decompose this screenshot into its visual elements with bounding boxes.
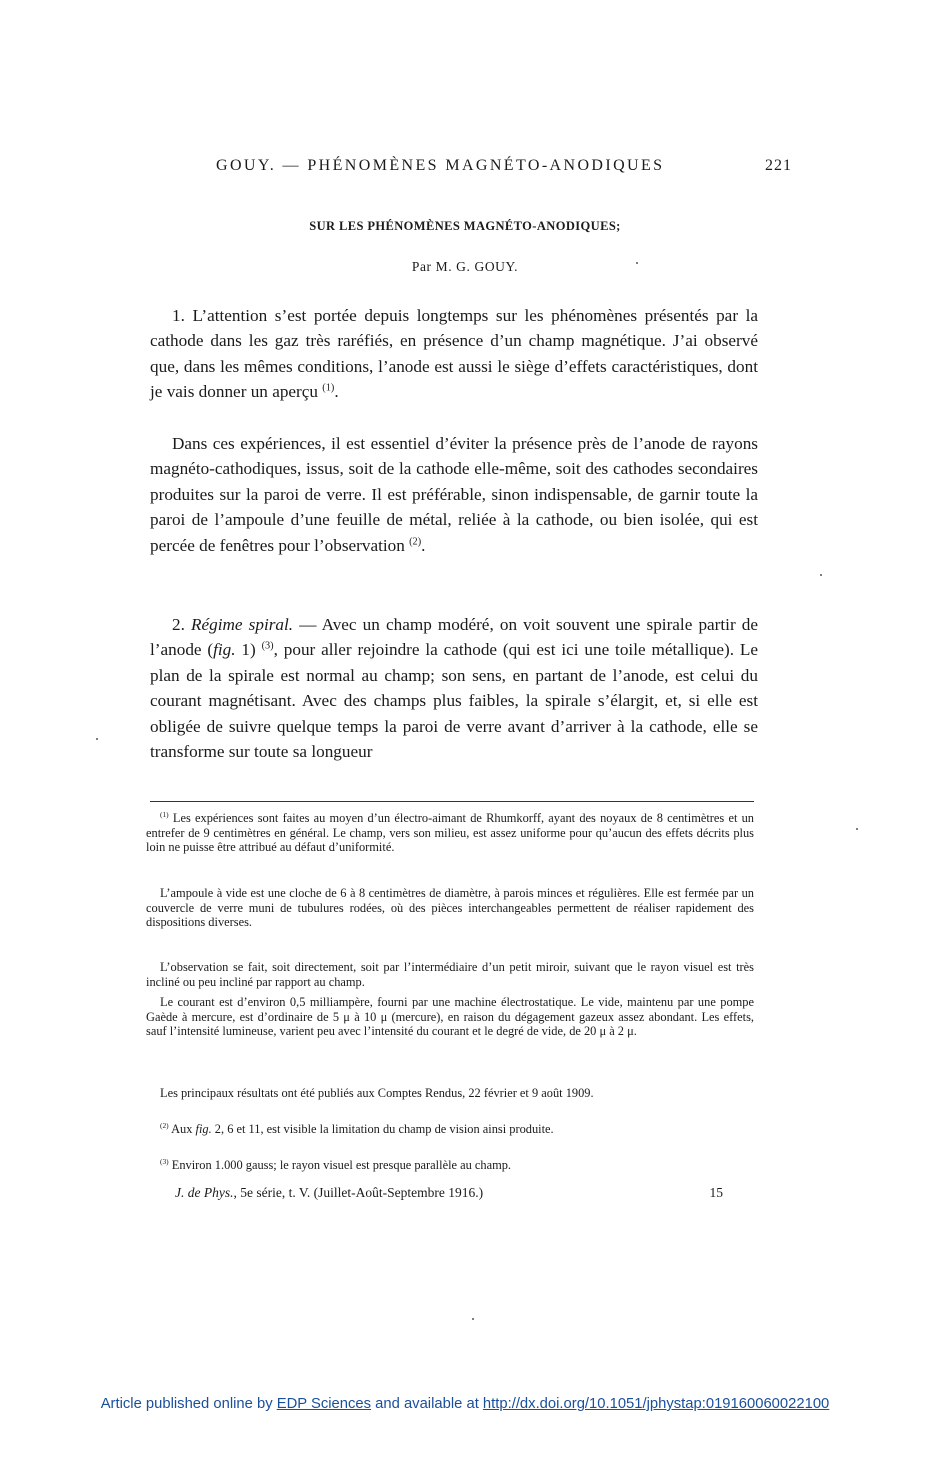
scan-speck [472,1318,474,1320]
footnote-2: $^{(2)}$ Aux fig. 2, 6 et 11, est visible la limitation du champ de vision ainsi produite. [160,1120,554,1136]
section-number: 2. [172,615,185,634]
footnote-1-continued: Les principaux résultats ont été publiés aux Comptes Rendus, 22 février et 9 août 1909. [160,1086,594,1100]
footnote-3: $^{(3)}$ Environ 1.000 gauss; le rayon visuel est presque parallèle au champ. [160,1156,512,1172]
author-byline: Par M. G. GOUY. [411,259,519,274]
running-head [216,157,792,175]
paragraph-1: 1. L’attention s’est portée depuis longtemps sur les phénomènes présentés par la cathode dans les gaz très raréfiés, en présence d’un champ magnétique. J’ai observé que, dans les mêmes conditions, l’anode est aussi le siège d’effets caractéristiques, dont je vais donner un aperçu $^{(1)}$. [150,306,758,402]
figure-ref: fig. [213,640,236,660]
figure-ref: fig. [195,1122,212,1136]
scan-speck [856,828,858,830]
journal-name: J. de Phys. [175,1185,234,1200]
publisher-banner: Article published online by EDP Sciences and available at http://dx.doi.org/10.1051/jphystap:019160060022100 [100,1396,830,1412]
section-number: 1. [172,306,185,325]
page-number: 221 [765,157,792,174]
footnote-ref: (1) [322,382,335,394]
footnote-1-continued: Le courant est d’environ 0,5 milliampère, fourni par une machine électrostatique. Le vide, maintenu par une pompe Gaède à mercure, est d’ordinaire de 5 μ à 10 μ (mercure), en raison du dégagement gazeux assez abondant. Les effets, sauf l’intensité lumineuse, varient peu avec l’intensité du courant et le degré de vide, de 20 μ à 2 μ. [146,995,754,1039]
footnote-mark: (2) [160,1120,169,1130]
footnote-1: $^{(1)}$ Les expériences sont faites au moyen d’un électro-aimant de Rhumkorff, ayant des noyaux de 8 centimètres et un entrefer de 9 centimètres en général. Le champ, vers son milieu, est assez uniforme pour qu’aucun des effets décrits plus loin ne puisse être attribué au défaut d’uniformité. [146,809,754,855]
footnote-1-continued: L’ampoule à vide est une cloche de 6 à 8 centimètres de diamètre, à parois minces et régulières. Elle est fermée par un couvercle de verre muni de tubulures rodées, où des pièces interchangeables permettent de réaliser rapidement des dispositions diverses. [146,886,754,930]
paragraph-2: Dans ces expériences, il est essentiel d’éviter la présence près de l’anode de rayons magnéto-cathodiques, issus, soit de la cathode elle-même, soit des cathodes secondaires produites sur la paroi de verre. Il est préférable, sinon indispensable, de garnir toute la paroi de l’ampoule d’une feuille de métal, reliée à la cathode, ou bien isolée, qui est percée de fenêtres pour l’observation $^{(2)}$. [150,434,758,555]
sheet-number: 15 [709,1185,723,1200]
footnote-mark: (1) [160,809,169,819]
section-heading: Régime spiral. [191,615,294,634]
article-title: SUR LES PHÉNOMÈNES MAGNÉTO-ANODIQUES; [309,219,621,233]
journal-footer: J. de Phys., 5e série, t. V. (Juillet-Août-Septembre 1916.) 15 [175,1185,723,1200]
paragraph-3: 2. Régime spiral. — Avec un champ modéré, on voit souvent une spirale partir de l’anode (fig. 1) $^{(3)}$, pour aller rejoindre la cathode (qui est ici une toile métallique). Le plan de la spirale est normal au champ; son sens, en partant de l’anode, est celui du courant magnétisant. Avec des champs plus faibles, la spirale s’élargit, et, si elle est obligée de suivre quelque temps la paroi de verre avant d’arriver à la cathode, elle se transforme sur toute sa longueur [150,615,759,762]
footnote-1-continued: L’observation se fait, soit directement, soit par l’intermédiaire d’un petit miroir, suivant que le rayon visuel est très incliné ou peu incliné par rapport au champ. [146,960,754,989]
footnote-divider [150,801,754,802]
scan-speck [96,738,98,740]
publisher-link[interactable]: EDP Sciences [276,1396,372,1412]
scan-speck [636,262,638,264]
footnote-mark: (3) [160,1156,169,1166]
footnote-ref: (2) [409,535,422,547]
running-head-title: GOUY. — PHÉNOMÈNES MAGNÉTO-ANODIQUES [216,157,665,174]
doi-link[interactable]: http://dx.doi.org/10.1051/jphystap:019160060022100 [482,1396,830,1412]
scan-speck [820,574,822,576]
footnote-ref: (3) [261,640,274,652]
